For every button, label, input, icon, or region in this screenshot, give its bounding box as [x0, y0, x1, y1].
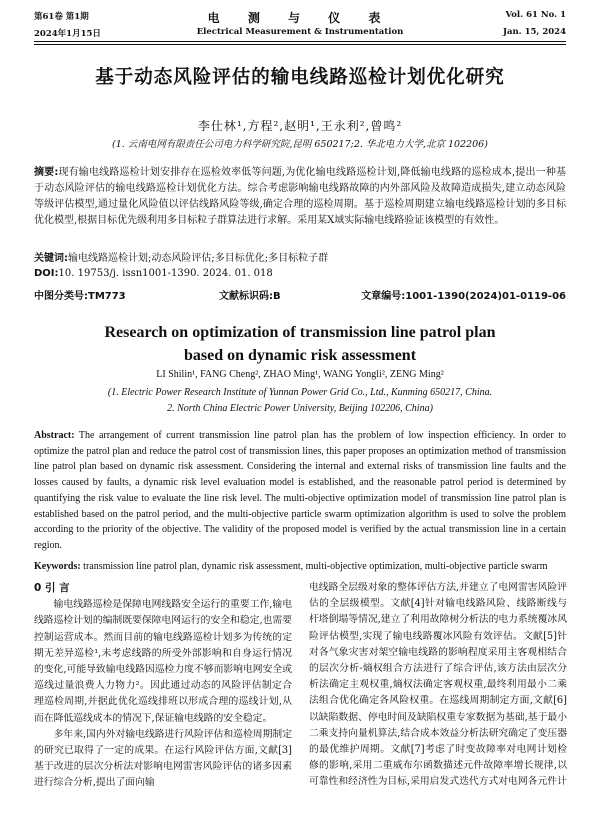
title-en-line2: based on dynamic risk assessment — [183, 347, 417, 364]
paper-title-cn: 基于动态风险评估的输电线路巡检计划优化研究 — [95, 67, 505, 88]
volume-issue-en: Vol. 61 No. 1 — [505, 10, 566, 20]
clc-number: 中图分类号:TM773 — [34, 291, 126, 302]
doi-text: 10. 19753/j. issn1001-1390. 2024. 01. 018 — [58, 268, 273, 279]
body-column-right — [309, 580, 567, 791]
keywords-cn — [34, 249, 566, 264]
journal-name-en: Electrical Measurement & Instrumentation — [196, 27, 404, 37]
keywords-cn-label: 关键词: — [34, 253, 68, 264]
keywords-en-label: Keywords: — [34, 561, 81, 572]
authors-cn: 李仕林¹,方程²,赵明¹,王永利²,曾鸣² — [197, 119, 403, 133]
date-en: Jan. 15, 2024 — [502, 27, 566, 37]
affiliation-en-line1: (1. Electric Power Research Institute of Yunnan Power Grid Co., Ltd., Kunming 650217, China. — [107, 387, 493, 398]
journal-name-cn: 电 测 与 仪 表 — [207, 11, 393, 25]
keywords-en — [34, 561, 566, 572]
header-rule-thin — [34, 44, 566, 45]
abstract-cn — [34, 165, 566, 229]
affiliation-en-line2: 2. North China Electric Power University, Beijing 102206, China) — [167, 403, 433, 414]
intro-paragraph-2: 多年来,国内外对输电线路进行风险评估和巡检周期制定的研究已取得了一定的成果。在运行风险评估方面,文献[3]基于改进的层次分析法对影响电网雷害风险评估的诸多因素进行综合分析,提出了面向输 — [34, 728, 292, 789]
document-code: 文献标识码:B — [219, 291, 281, 302]
intro-paragraph-1: 输电线路巡检是保障电网线路安全运行的重要工作,输电线路巡检计划的编制既要保障电网运行的安全和稳定,也需要控制运营成本。然而目前的输电线路巡检计划多为传统的定期无差异巡检¹,未考虑线路的所受外部影响和自身运行情况的变化,可能导致输电线路因巡检力度不够而影响电网安全或巡线过量浪费人力物力²。因此通过动态的风险评估制定合理巡检周期,并据此优化巡线排班以形成合理的巡线计划,从而在降低巡线成本的情况下,保证输电线路的安全稳定。 — [34, 599, 292, 724]
keywords-en-text: transmission line patrol plan, dynamic risk assessment, multi-objective optimization, multi-objective particle swarm — [83, 561, 548, 572]
keywords-cn-text: 输电线路巡检计划;动态风险评估;多目标优化;多目标粒子群 — [68, 253, 329, 264]
abstract-en-label: Abstract: — [34, 430, 75, 441]
date-cn: 2024年1月15日 — [34, 29, 101, 39]
paper-title-en — [34, 321, 566, 367]
volume-issue-cn: 第61卷 第1期 — [34, 12, 89, 22]
authors-en: LI Shilin¹, FANG Cheng², ZHAO Ming¹, WANG Yongli², ZENG Ming² — [156, 369, 444, 380]
affiliation-en — [34, 385, 566, 417]
abstract-en — [34, 428, 566, 554]
article-number: 文章编号:1001-1390(2024)01-0119-06 — [361, 291, 566, 302]
abstract-en-text: The arrangement of current transmission line patrol plan has the problem of low inspection efficiency. In order to optimize the patrol plan and reduce the patrol cost of transmission lines, this paper proposes an optimization method of transmission line patrol plan based on dynamic risk assessment. Considering the internal and external risks of transmission line faults and the losses caused by faults, a dynamic risk level evaluation model is established, and the reasonable patrol period is determined by quantifying the risk value to evaluate the line risk level. The multi-objective optimization model of transmission line patrol plan is established based on the patrol period, and the multi-objective particle swarm optimization algorithm is used to solve the problem according to the priority of the objective. The validity of the proposed model is verified by the actual transmission line in a certain region. — [34, 430, 566, 551]
intro-paragraph-continued: 电线路全层级对象的整体评估方法,并建立了电网雷害风险评估的全层级模型。文献[4]针对输电线路风险、线路断线与杆塔倒塌等情况,建立了利用故障树分析法的电力系统覆冰风险评估模型,实现了输电线路覆冰风险有效评估。文献[5]针对各气象灾害对架空输电线路的影响程度采用主客观相结合的层次分析-熵权组合方法进行了综合评估,该方法由层次分析法确定主观权重,熵权法确定客观权重,最终利用最小二乘法组合优化确定各风险权重。在巡线周期制定方面,文献[6]以缺陷数据、停电时间及缺陷权重专家数据为基础,基于最小二乘支持向量机算法,结合成本效益分析法研究确定了变压器的最优维护周期。文献[7]考虑了时变故障率对电网计划检修的影响,采用二重威布尔函数描述元件故障率增长规律,以可靠性和经济性为目标,采用启发式迭代方式对电网各元件计 — [309, 582, 567, 788]
abstract-cn-label: 摘要: — [34, 167, 59, 178]
body-column-left — [34, 580, 292, 792]
affiliation-cn: (1. 云南电网有限责任公司电力科学研究院,昆明 650217;2. 华北电力大学,北京 102206) — [112, 139, 488, 150]
doi-label: DOI: — [34, 268, 59, 279]
doi — [34, 268, 566, 279]
title-en-line1: Research on optimization of transmission line patrol plan — [104, 324, 496, 341]
section-heading-intro: 0 引 言 — [34, 582, 70, 594]
header-rule-thick — [34, 41, 566, 42]
abstract-cn-text: 现有输电线路巡检计划安排存在巡检效率低等问题,为优化输电线路巡检计划,降低输电线路的巡检成本,提出一种基于动态风险评估的输电线路巡检计划优化方法。综合考虑影响输电线路故障的内外部风险及故障造成损失,建立动态风险等级评估模型,通过量化风险值以评估线路风险等级,确定合理的巡检周期。基于巡检周期建立输电线路巡检计划的多目标优化模型,根据目标优先级利用多目标粒子群算法进行求解。采用某X域实际输电线路验证该模型的有效性。 — [34, 167, 566, 226]
